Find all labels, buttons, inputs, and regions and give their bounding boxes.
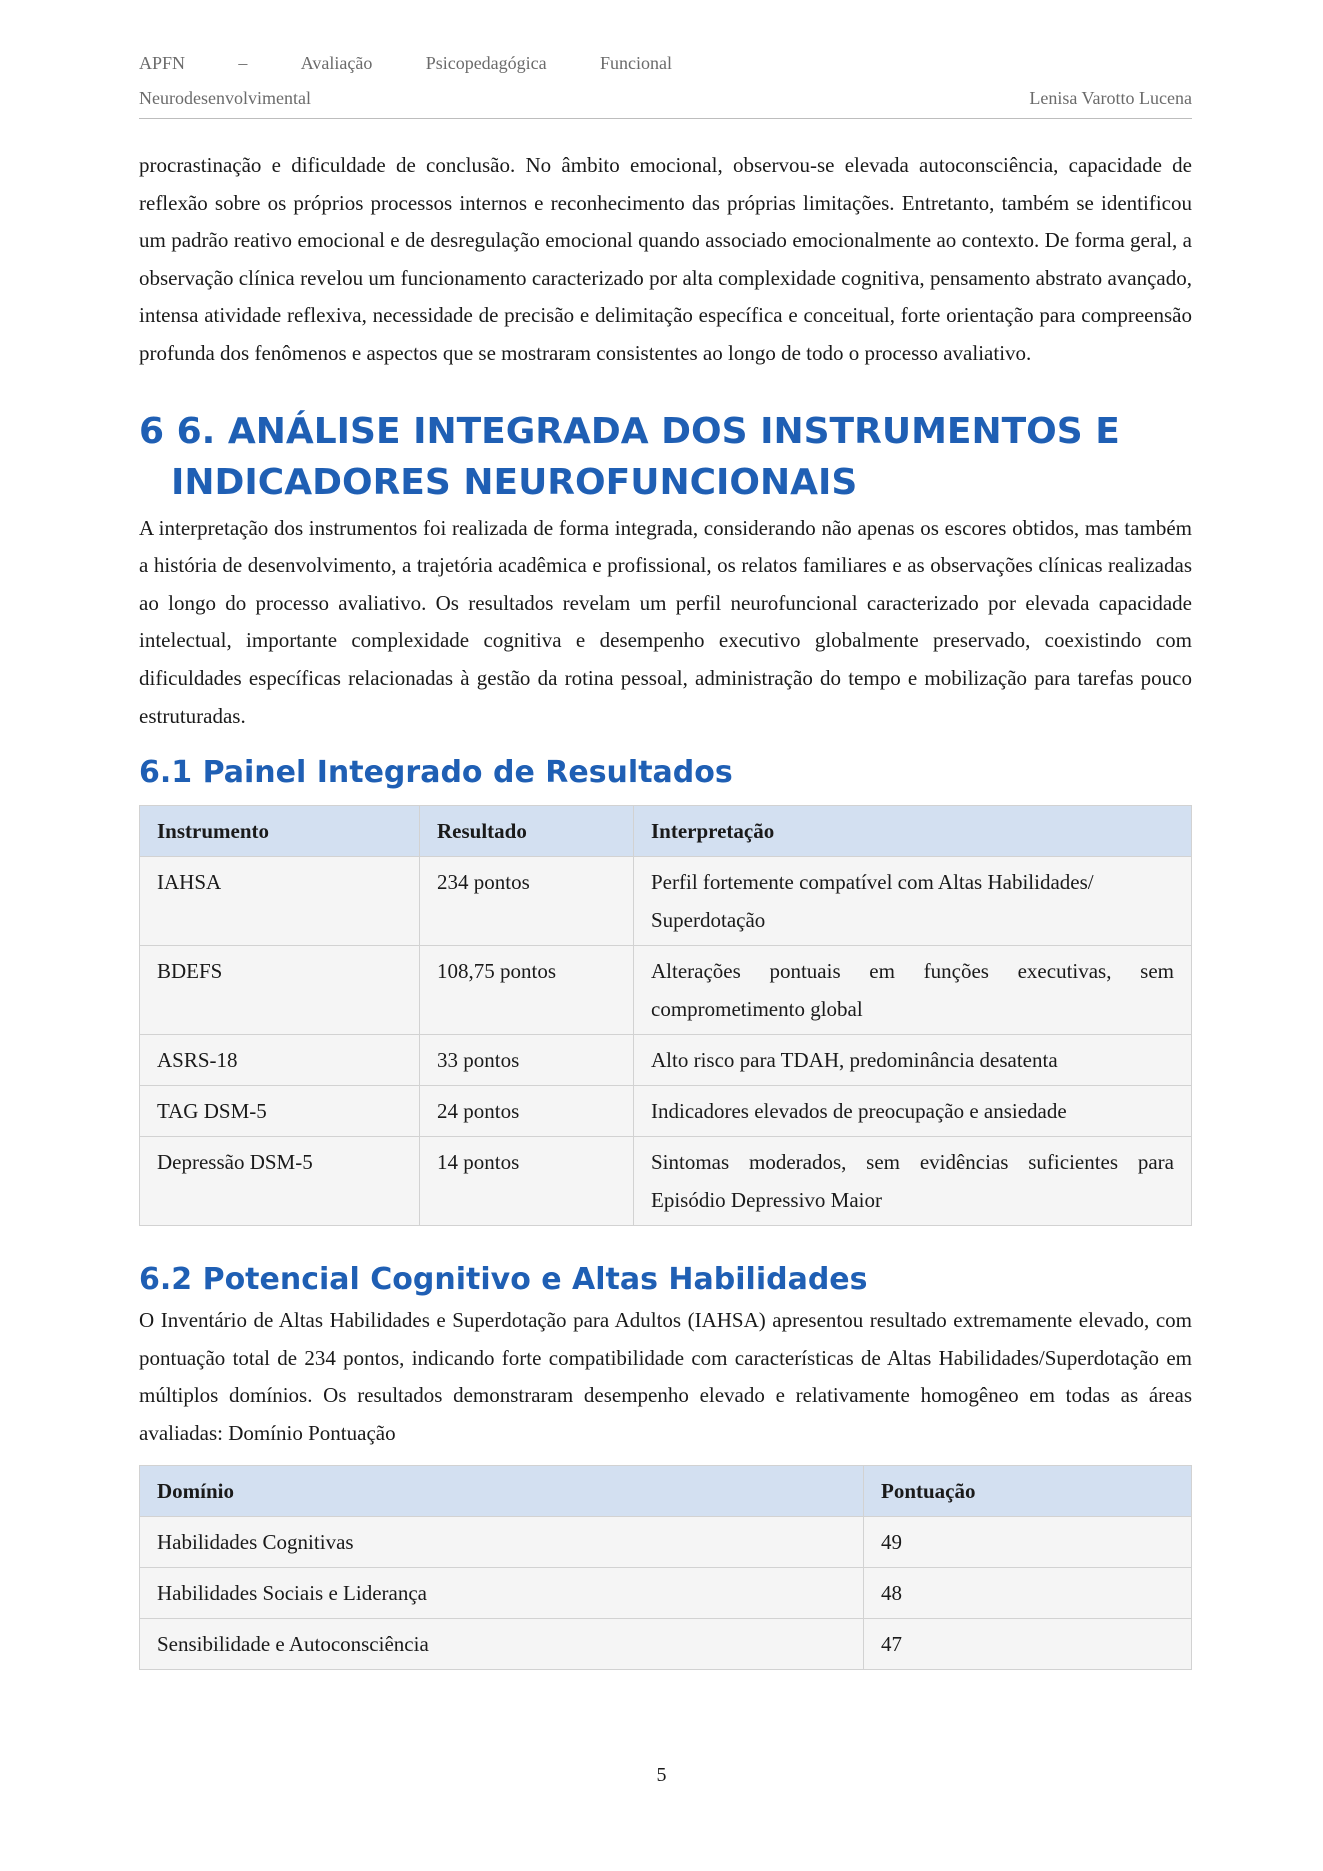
- document-page: [139, 46, 1192, 1670]
- cell-resultado: 14 pontos: [420, 1137, 634, 1226]
- cell-pontuacao: 49: [864, 1516, 1192, 1567]
- cell-resultado: 234 pontos: [420, 857, 634, 946]
- cell-instrumento: ASRS-18: [140, 1035, 420, 1086]
- cell-dominio: Habilidades Sociais e Liderança: [140, 1567, 864, 1618]
- header-word: Funcional: [600, 53, 672, 73]
- page-number: 5: [656, 1764, 667, 1786]
- column-header-resultado: Resultado: [420, 806, 634, 857]
- table-row: [140, 1516, 1192, 1567]
- column-header-instrumento: Instrumento: [140, 806, 420, 857]
- section-6-paragraph: A interpretação dos instrumentos foi realizada de forma integrada, considerando não apenas os escores obtidos, mas também a história de desenvolvimento, a trajetória acadêmica e profissional, os relatos familiares e as observações clínicas realizadas ao longo do processo avaliativo. Os resultados revelam um perfil neurofuncional caracterizado por elevada capacidade intelectual, importante complexidade cognitiva e desempenho executivo globalmente preservado, coexistindo com dificuldades específicas relacionadas à gestão da rotina pessoal, administração do tempo e mobilização para tarefas pouco estruturadas.: [139, 515, 1192, 728]
- cell-pontuacao: 47: [864, 1618, 1192, 1669]
- header-word: APFN: [139, 53, 186, 73]
- column-header-pontuacao: Pontuação: [864, 1465, 1192, 1516]
- table-row: [140, 857, 1192, 946]
- table-row: [140, 1137, 1192, 1226]
- section-6-2-heading: 6.2 Potencial Cognitivo e Altas Habilidades: [139, 1262, 868, 1298]
- cell-pontuacao: 48: [864, 1567, 1192, 1618]
- cell-instrumento: IAHSA: [140, 857, 420, 946]
- table-row: [140, 1567, 1192, 1618]
- column-header-interpretacao: Interpretação: [634, 806, 1192, 857]
- table-header-row: [140, 1465, 1192, 1516]
- table-row: [140, 1086, 1192, 1137]
- cell-resultado: 33 pontos: [420, 1035, 634, 1086]
- table-row: [140, 1618, 1192, 1669]
- header-title-continuation: Neurodesenvolvimental: [139, 88, 311, 108]
- cell-resultado: 108,75 pontos: [420, 946, 634, 1035]
- header-author: Lenisa Varotto Lucena: [1029, 88, 1192, 108]
- cell-interpretacao: Alterações pontuais em funções executivas, sem comprometimento global: [634, 946, 1192, 1035]
- section-6-2-paragraph: O Inventário de Altas Habilidades e Superdotação para Adultos (IAHSA) apresentou resultado extremamente elevado, com pontuação total de 234 pontos, indicando forte compatibilidade com características de Altas Habilidades/Superdotação em múltiplos domínios. Os resultados demonstraram desempenho elevado e relativamente homogêneo em todas as áreas avaliadas: Domínio Pontuação: [139, 1308, 1192, 1445]
- running-header: [139, 46, 1192, 119]
- cell-interpretacao: Perfil fortemente compatível com Altas Habilidades/ Superdotação: [634, 857, 1192, 946]
- section-6-heading: 6 6. ANÁLISE INTEGRADA DOS INSTRUMENTOS E INDICADORES NEUROFUNCIONAIS: [139, 410, 1120, 503]
- cell-dominio: Habilidades Cognitivas: [140, 1516, 864, 1567]
- cell-resultado: 24 pontos: [420, 1086, 634, 1137]
- cell-interpretacao: Indicadores elevados de preocupação e ansiedade: [634, 1086, 1192, 1137]
- header-word: Avaliação: [300, 53, 373, 73]
- cell-instrumento: TAG DSM-5: [140, 1086, 420, 1137]
- intro-paragraph: procrastinação e dificuldade de conclusão. No âmbito emocional, observou-se elevada autoconsciência, capacidade de reflexão sobre os próprios processos internos e reconhecimento das próprias limitações. Entretanto, também se identificou um padrão reativo emocional e de desregulação emocional quando associado emocionalmente ao contexto. De forma geral, a observação clínica revelou um funcionamento caracterizado por alta complexidade cognitiva, pensamento abstrato avançado, intensa atividade reflexiva, necessidade de precisão e delimitação específica e conceitual, forte orientação para compreensão profunda dos fenômenos e aspectos que se mostraram consistentes ao longo de todo o processo avaliativo.: [139, 153, 1192, 365]
- header-word: –: [238, 53, 248, 73]
- cell-instrumento: Depressão DSM-5: [140, 1137, 420, 1226]
- header-title-line: [139, 46, 672, 81]
- cell-instrumento: BDEFS: [140, 946, 420, 1035]
- cell-dominio: Sensibilidade e Autoconsciência: [140, 1618, 864, 1669]
- table-row: [140, 1035, 1192, 1086]
- column-header-dominio: Domínio: [140, 1465, 864, 1516]
- cell-interpretacao: Alto risco para TDAH, predominância desatenta: [634, 1035, 1192, 1086]
- table-row: [140, 946, 1192, 1035]
- cell-interpretacao: Sintomas moderados, sem evidências suficientes para Episódio Depressivo Maior: [634, 1137, 1192, 1226]
- section-6-1-heading: 6.1 Painel Integrado de Resultados: [139, 755, 733, 791]
- domain-scores-table: [139, 1465, 1192, 1670]
- table-header-row: [140, 806, 1192, 857]
- results-panel-table: [139, 805, 1192, 1226]
- header-second-line: [139, 81, 1192, 116]
- header-word: Psicopedagógica: [425, 53, 547, 73]
